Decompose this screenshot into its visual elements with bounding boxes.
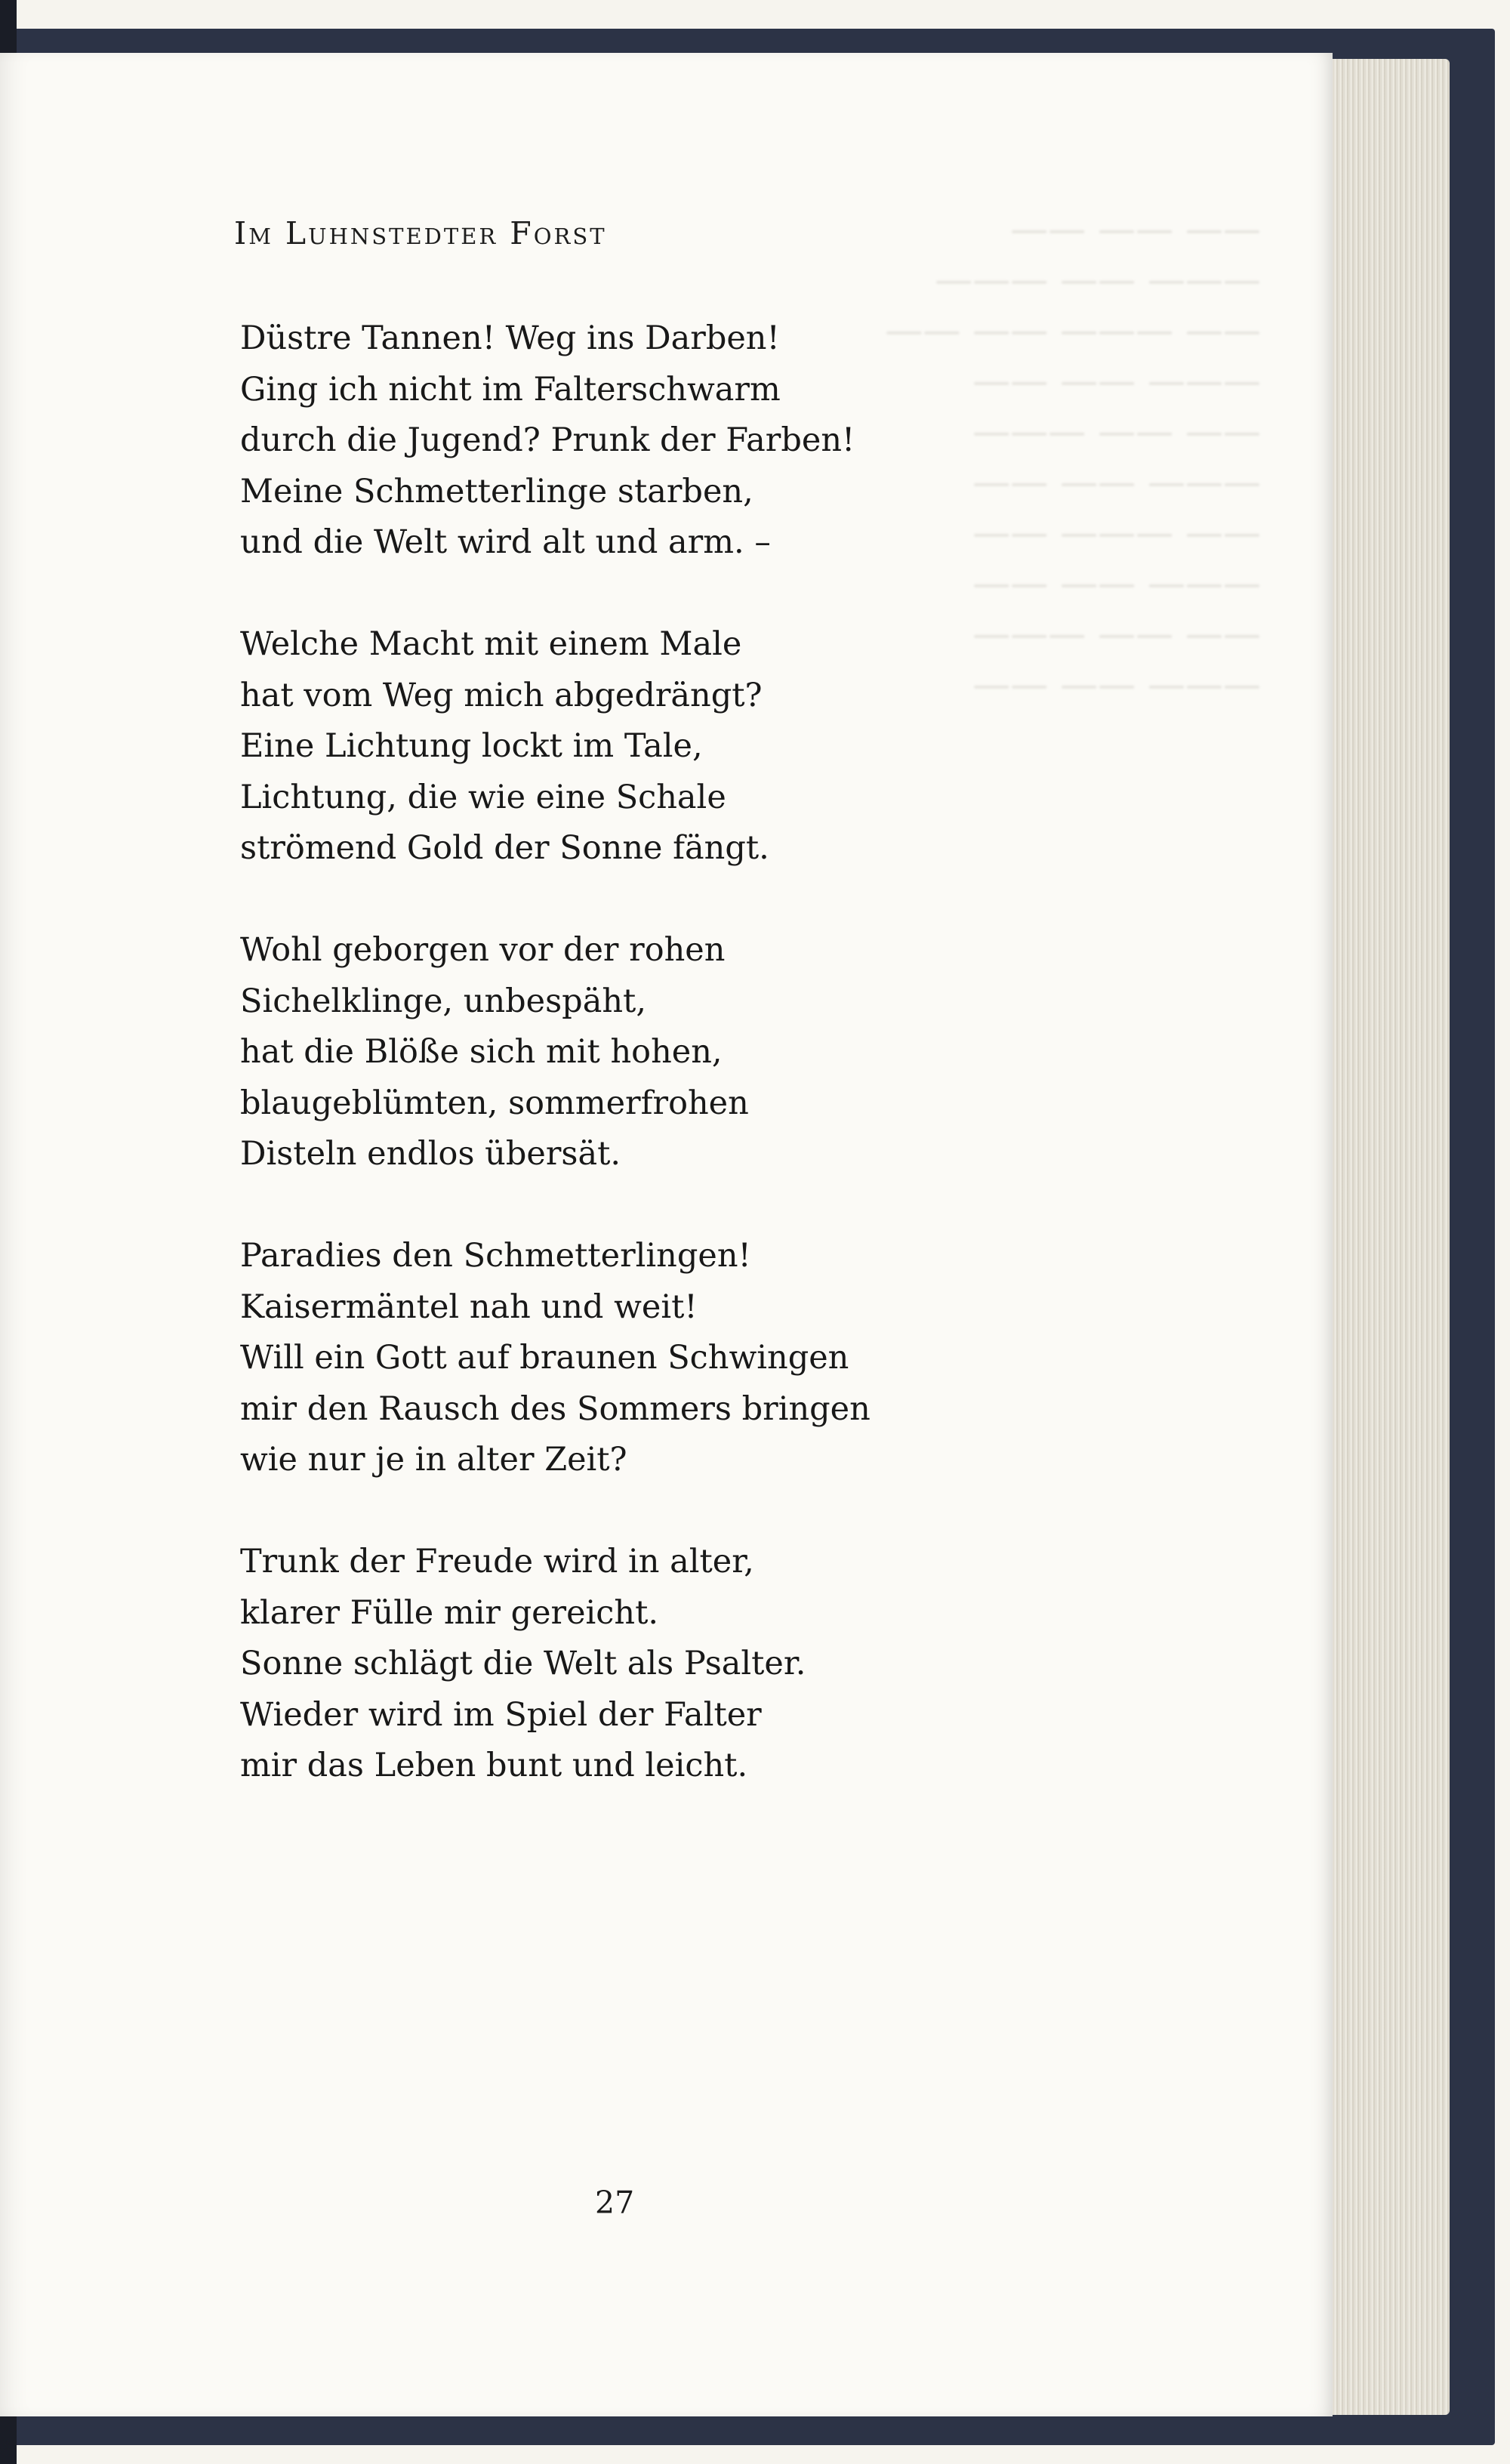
poem-line: Will ein Gott auf braunen Schwingen — [240, 1339, 849, 1377]
poem-body — [240, 313, 871, 1792]
poem-line: Paradies den Schmetterlingen! — [240, 1237, 751, 1275]
poem-line: Wohl geborgen vor der rohen — [240, 931, 726, 969]
poem-line: und die Welt wird alt und arm. – — [240, 523, 771, 561]
stanza — [240, 619, 871, 874]
poem-line: Lichtung, die wie eine Schale — [240, 778, 726, 816]
poem-line: Düstre Tannen! Weg ins Darben! — [240, 319, 780, 357]
poem-line: blaugeblümten, sommerfrohen — [240, 1084, 749, 1122]
page-stack — [1317, 59, 1450, 2415]
poem-line: Trunk der Freude wird in alter, — [240, 1543, 754, 1580]
stanza — [240, 1537, 871, 1792]
poem-line: Sichelklinge, unbespäht, — [240, 982, 646, 1020]
poem-line: Sonne schlägt die Welt als Psalter. — [240, 1645, 806, 1682]
poem-line: Wieder wird im Spiel der Falter — [240, 1695, 762, 1734]
poem-line: hat die Blöße sich mit hohen, — [240, 1033, 723, 1071]
poem-line: hat vom Weg mich abgedrängt? — [240, 676, 763, 714]
show-through-text: —— —— —— ——— —— ——— —— ——— —— —— ——— —— —— —— —— ——— ——— —— —— —— ——— —— ——— —— —— —— —— ——— ——— —— —— — [885, 207, 1261, 706]
poem-line: Ging ich nicht im Falterschwarm — [240, 370, 781, 409]
poem-line: durch die Jugend? Prunk der Farben! — [240, 421, 855, 459]
page-number: 27 — [595, 2185, 635, 2221]
stanza — [240, 1231, 871, 1486]
stanza — [240, 313, 871, 569]
poem-line: Eine Lichtung lockt im Tale, — [240, 727, 703, 765]
poem-line: Meine Schmetterlinge starben, — [240, 472, 753, 510]
poem-line: Kaisermäntel nah und weit! — [240, 1288, 698, 1326]
poem-line: klarer Fülle mir gereicht. — [240, 1593, 659, 1632]
poem-line: mir das Leben bunt und leicht. — [240, 1747, 748, 1784]
stanza — [240, 925, 871, 1180]
poem-line: Disteln endlos übersät. — [240, 1135, 621, 1173]
poem-line: mir den Rausch des Sommers bringen — [240, 1389, 871, 1428]
poem-title: Im Luhnstedter Forst — [234, 215, 607, 251]
poem-line: wie nur je in alter Zeit? — [240, 1441, 627, 1479]
poem-line: strömend Gold der Sonne fängt. — [240, 829, 769, 867]
poem-line: Welche Macht mit einem Male — [240, 625, 742, 663]
